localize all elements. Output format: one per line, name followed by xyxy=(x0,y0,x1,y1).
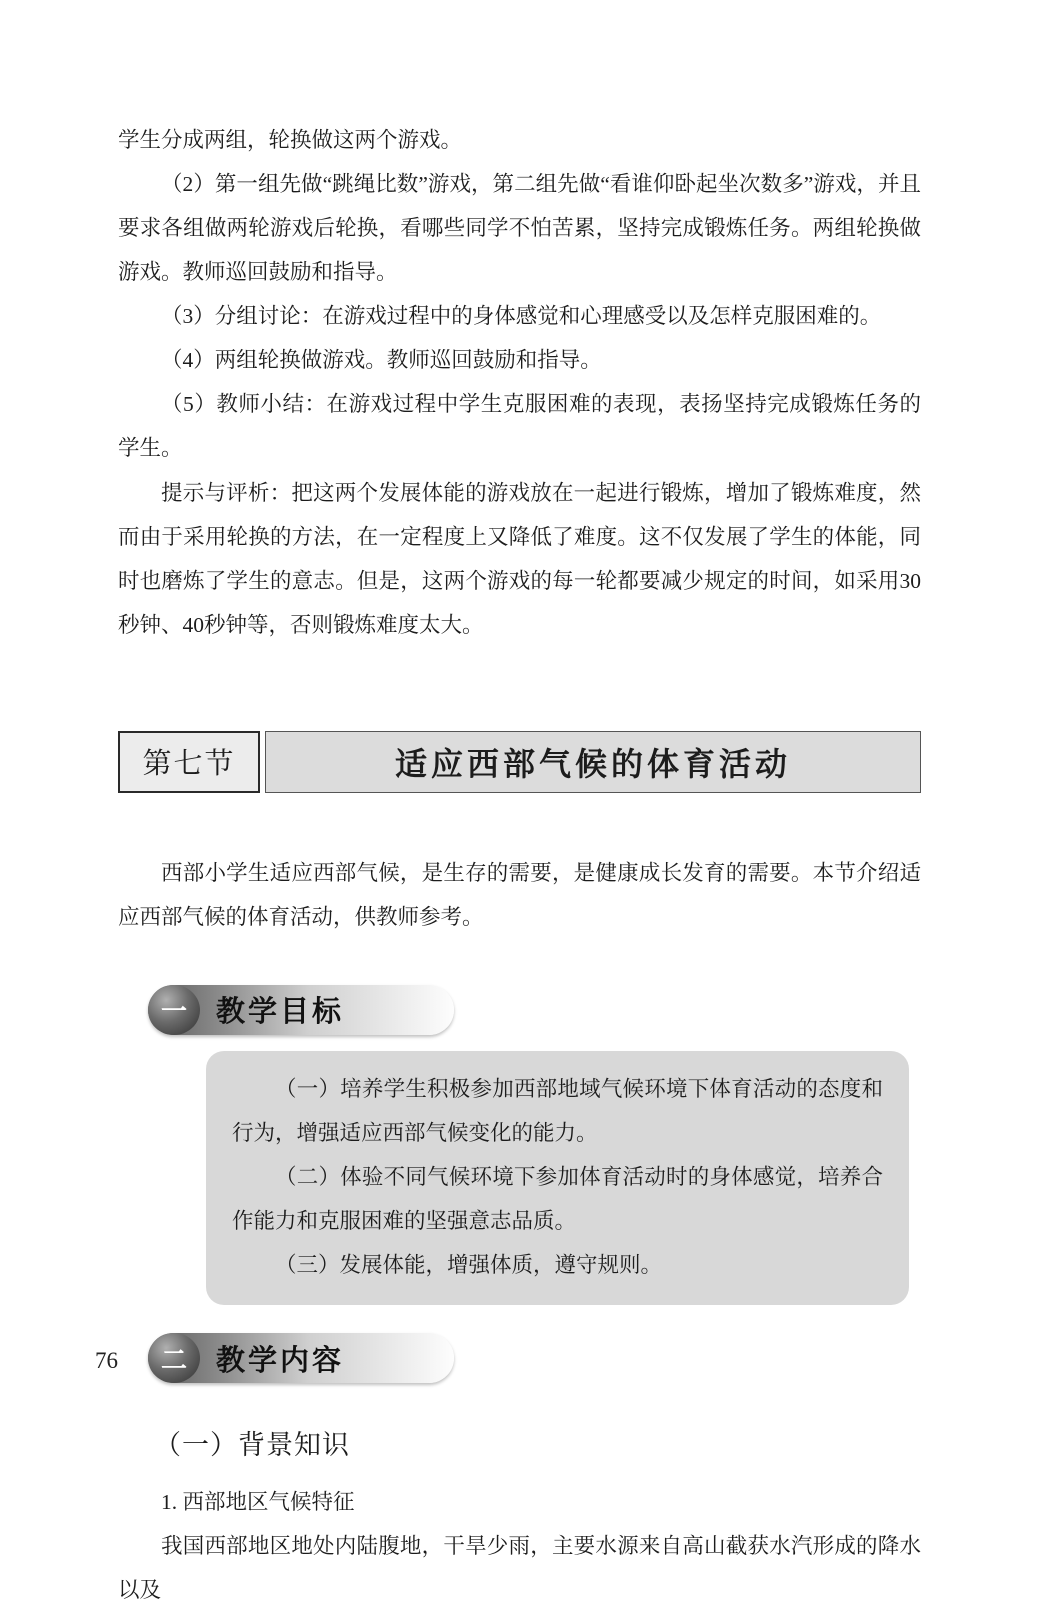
objective-item: （一）培养学生积极参加西部地域气候环境下体育活动的态度和行为，增强适应西部气候变化的能力。 xyxy=(232,1076,883,1145)
paragraph: （4）两组轮换做游戏。教师巡回鼓励和指导。 xyxy=(161,348,602,373)
paragraph: （5）教师小结：在游戏过程中学生克服困难的表现，表扬坚持完成锻炼任务的学生。 xyxy=(118,392,921,461)
intro-paragraph: 西部小学生适应西部气候，是生存的需要，是健康成长发育的需要。本节介绍适应西部气候的体育活动，供教师参考。 xyxy=(118,860,921,929)
badge-teaching-objectives xyxy=(148,985,454,1035)
badge-title: 教学内容 xyxy=(216,1344,345,1377)
page xyxy=(118,118,921,1612)
objectives-box xyxy=(206,1051,909,1305)
top-text-block xyxy=(118,118,921,647)
badge-number: 一 xyxy=(148,985,200,1035)
paragraph: 学生分成两组，轮换做这两个游戏。 xyxy=(118,128,463,152)
badge-number: 二 xyxy=(148,1333,200,1383)
badge-title: 教学目标 xyxy=(216,996,345,1029)
paragraph: （3）分组讨论：在游戏过程中的身体感觉和心理感受以及怎样克服困难的。 xyxy=(161,304,882,329)
section-header xyxy=(118,731,921,793)
badge-teaching-content xyxy=(148,1333,454,1383)
paragraph: （2）第一组先做“跳绳比数”游戏，第二组先做“看谁仰卧起坐次数多”游戏，并且要求各组做两轮游戏后轮换，看哪些同学不怕苦累，坚持完成锻炼任务。两组轮换做游戏。教师巡回鼓励和指导。 xyxy=(118,172,921,285)
subsection-heading: （一）背景知识 xyxy=(154,1430,350,1461)
page-number: 76 xyxy=(95,1348,118,1373)
objective-item: （二）体验不同气候环境下参加体育活动时的身体感觉，培养合作能力和克服困难的坚强意志品质。 xyxy=(232,1165,883,1234)
section-label: 第七节 xyxy=(118,731,260,793)
paragraph: 提示与评析：把这两个发展体能的游戏放在一起进行锻炼，增加了锻炼难度，然而由于采用轮换的方法，在一定程度上又降低了难度。这不仅发展了学生的体能，同时也磨炼了学生的意志。但是，这两个游戏的每一轮都要减少规定的时间，如采用30秒钟、40秒钟等，否则锻炼难度太大。 xyxy=(118,480,921,637)
section-title: 适应西部气候的体育活动 xyxy=(265,731,921,793)
objective-item: （三）发展体能，增强体质，遵守规则。 xyxy=(275,1253,663,1278)
numbered-item: 1. 西部地区气候特征 xyxy=(161,1490,355,1515)
paragraph: 我国西部地区地处内陆腹地，干旱少雨，主要水源来自高山截获水汽形成的降水以及 xyxy=(118,1534,921,1603)
